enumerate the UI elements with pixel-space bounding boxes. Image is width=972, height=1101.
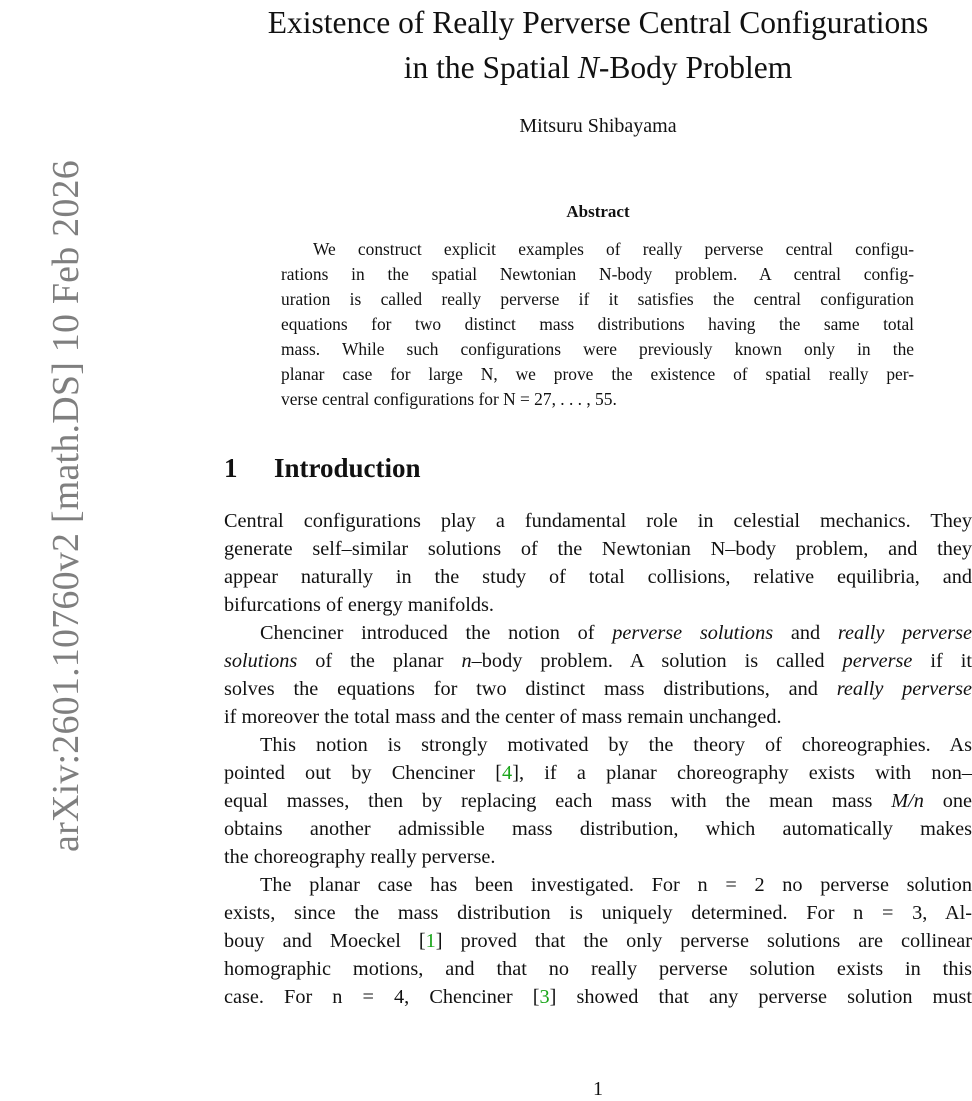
text-run: and — [773, 622, 838, 644]
text-run: equal masses, then by replacing each mass with the mean mass — [224, 790, 892, 812]
text-run: if it — [912, 650, 972, 672]
body-text — [224, 507, 972, 1011]
text-run: case. For n = 4, Chenciner [ — [224, 986, 540, 1008]
section-number: 1 — [224, 453, 238, 483]
body-line: homographic motions, and that no really perverse solution exists in this — [224, 958, 972, 980]
page-number: 1 — [593, 1078, 603, 1100]
body-line: Central configurations play a fundamental role in celestial mechanics. They — [224, 510, 972, 532]
body-line — [224, 619, 972, 647]
body-line — [224, 759, 972, 787]
emphasis-text: perverse — [842, 650, 913, 672]
emphasis-text: perverse solutions — [612, 622, 774, 644]
text-run: one — [923, 790, 972, 812]
author-name: Mitsuru Shibayama — [519, 115, 677, 137]
text-run: of the planar — [297, 650, 462, 672]
body-line — [224, 647, 972, 675]
body-line: obtains another admissible mass distribution, which automatically makes — [224, 818, 972, 840]
body-line: exists, since the mass distribution is uniquely determined. For n = 3, Al- — [224, 902, 972, 924]
text-run: ] showed that any perverse solution must — [549, 986, 972, 1008]
body-line: The planar case has been investigated. For n = 2 no perverse solution — [260, 874, 972, 896]
body-line: generate self–similar solutions of the Newtonian N–body problem, and they — [224, 538, 972, 560]
abstract-line: We construct explicit examples of really perverse central configu- — [313, 239, 914, 259]
text-run: solves the equations for two distinct mass distributions, and — [224, 678, 837, 700]
text-run: bouy and Moeckel [ — [224, 930, 426, 952]
abstract-body — [281, 237, 914, 412]
body-line — [224, 787, 972, 815]
citation-link[interactable]: 3 — [539, 986, 550, 1008]
text-run: ] proved that the only perverse solutions are collinear — [435, 930, 972, 952]
math-variable: n — [461, 650, 472, 672]
section-heading-introduction — [224, 450, 421, 486]
abstract-line: mass. While such configurations were previously known only in the — [281, 339, 914, 359]
abstract-line: uration is called really perverse if it satisfies the central configuration — [281, 289, 914, 309]
arxiv-stamp-text: arXiv:2601.10760v2 [math.DS] 10 Feb 2026 — [45, 160, 87, 852]
abstract-line: rations in the spatial Newtonian N-body problem. A central config- — [281, 264, 914, 284]
arxiv-stamp — [0, 0, 87, 860]
emphasis-text: solutions — [224, 650, 298, 672]
text-run: ], if a planar choreography exists with non– — [512, 762, 972, 784]
body-line: appear naturally in the study of total collisions, relative equilibria, and — [224, 566, 972, 588]
text-run: –body problem. A solution is called — [471, 650, 843, 672]
abstract-heading: Abstract — [566, 202, 630, 221]
body-line: the choreography really perverse. — [224, 846, 496, 868]
abstract-line: equations for two distinct mass distributions having the same total — [281, 314, 914, 334]
title-variable-n: N — [577, 50, 599, 85]
body-line: if moreover the total mass and the center of mass remain unchanged. — [224, 706, 782, 728]
title-line-1: Existence of Really Perverse Central Configurations — [267, 5, 929, 40]
section-title: Introduction — [274, 453, 421, 483]
text-run: Chenciner introduced the notion of — [260, 622, 613, 644]
body-line — [224, 675, 972, 703]
title-line-2 — [224, 45, 972, 90]
title-line-2-start: in the Spatial — [403, 50, 578, 85]
text-run: pointed out by Chenciner [ — [224, 762, 503, 784]
citation-link[interactable]: 1 — [425, 930, 436, 952]
body-line: This notion is strongly motivated by the theory of choreographies. As — [260, 734, 972, 756]
emphasis-text: really perverse — [836, 678, 972, 700]
abstract-line: verse central configurations for N = 27, . . . , 55. — [281, 389, 617, 409]
paper-title — [224, 0, 972, 90]
math-expression: M/n — [891, 790, 924, 812]
body-line — [224, 927, 972, 955]
abstract-line: planar case for large N, we prove the existence of spatial really per- — [281, 364, 914, 384]
body-line — [224, 983, 972, 1011]
emphasis-text: really perverse — [837, 622, 972, 644]
body-line: bifurcations of energy manifolds. — [224, 594, 494, 616]
title-line-2-end: -Body Problem — [598, 50, 793, 85]
citation-link[interactable]: 4 — [502, 762, 513, 784]
